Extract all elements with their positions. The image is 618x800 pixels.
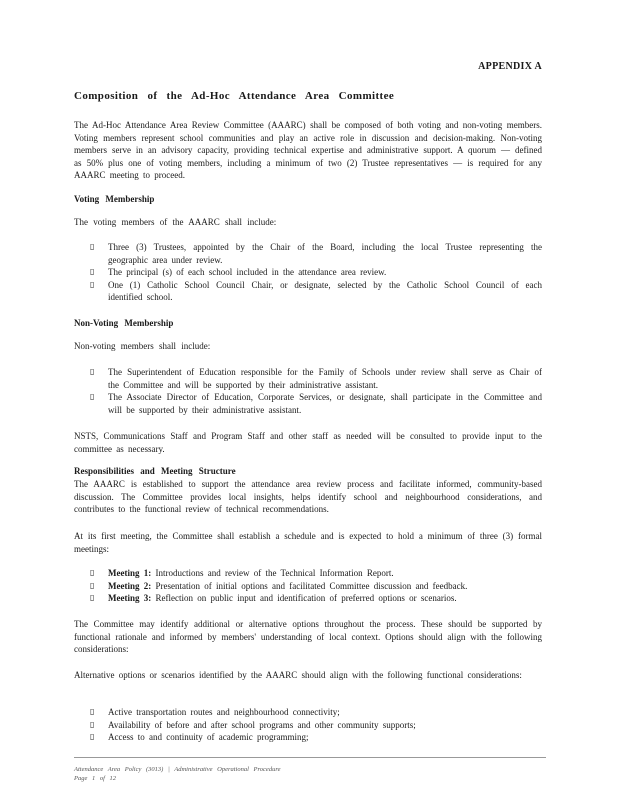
bullet-icon: ▯ <box>90 732 95 741</box>
voting-heading: Voting Membership <box>74 194 155 204</box>
list-item: ▯ Meeting 2: Presentation of initial options and facilitated Committee discussion and feedback. <box>90 580 468 591</box>
bullet-icon: ▯ <box>90 719 95 729</box>
nonvoting-list <box>90 366 542 416</box>
bullet-icon: ▯ <box>90 593 95 602</box>
list-item: ▯ Three (3) Trustees, appointed by the Chair of the Board, including the local Trustee representing the geographic area under review. <box>90 242 542 265</box>
footer-divider <box>74 757 546 758</box>
meetings-list <box>90 567 542 605</box>
bullet-icon: ▯ <box>90 242 95 251</box>
nonvoting-lead: Non-voting members shall include: <box>74 341 211 351</box>
responsibilities-heading: Responsibilities and Meeting Structure <box>74 466 236 476</box>
page-footer <box>74 765 281 783</box>
list-item: ▯ Meeting 3: Reflection on public input and identification of preferred options or scenarios. <box>90 593 457 603</box>
voting-lead: The voting members of the AAARC shall include: <box>74 217 277 227</box>
intro-paragraph: The Ad-Hoc Attendance Area Review Committee (AAARC) shall be composed of both voting and non-voting members. Voting members represent school communities and play an active role in discussion and decision-making. Non-voting members serve in an advisory capacity, providing technical expertise and administrative support. A quorum — defined as 50% plus one of voting members, including a minimum of two (2) Trustee representatives — is required for any AAARC meeting to proceed. <box>74 120 542 180</box>
list-item: ▯ One (1) Catholic School Council Chair, or designate, selected by the Catholic School Council of each identified school. <box>90 279 542 302</box>
responsibilities-paragraph: The AAARC is established to support the attendance area review process and facilitate informed, community-based discussion. The Committee provides local insights, helps identify school and neighbourhood considerations, and contributes to the functional review of technical recommendations. <box>74 479 542 514</box>
identify-paragraph: The Committee may identify additional or alternative options throughout the process. These should be supported by functional rationale and informed by members' understanding of local context. Options should align with the following considerations: <box>74 619 542 654</box>
list-item: ▯ Meeting 1: Introductions and review of the Technical Information Report. <box>90 568 394 578</box>
considerations-list <box>90 706 542 744</box>
bullet-icon: ▯ <box>90 392 95 401</box>
footer-title: Attendance Area Policy (3013) | Administrative Operational Procedure <box>74 766 281 773</box>
bullet-icon: ▯ <box>90 568 95 577</box>
list-item: ▯ Active transportation routes and neighbourhood connectivity; <box>90 707 340 717</box>
bullet-icon: ▯ <box>90 580 95 590</box>
first-meeting-paragraph: At its first meeting, the Committee shall establish a schedule and is expected to hold a minimum of three (3) formal meetings: <box>74 531 542 554</box>
list-item: ▯ The principal (s) of each school included in the attendance area review. <box>90 267 387 277</box>
page-title: Composition of the Ad-Hoc Attendance Area Committee <box>74 90 395 102</box>
bullet-icon: ▯ <box>90 707 95 716</box>
page-number: Page 1 of 12 <box>74 775 117 782</box>
list-item: ▯ The Associate Director of Education, Corporate Services, or designate, shall participate in the Committee and will be supported by their administrative assistant. <box>90 392 542 415</box>
bullet-icon: ▯ <box>90 279 95 289</box>
list-item: ▯ The Superintendent of Education responsible for the Family of Schools under review shall serve as Chair of the Committee and will be supported by their administrative assistant. <box>90 367 542 390</box>
nonvoting-heading: Non-Voting Membership <box>74 318 174 328</box>
bullet-icon: ▯ <box>90 267 95 276</box>
alternative-paragraph: Alternative options or scenarios identified by the AAARC should align with the following functional considerations: <box>74 670 522 680</box>
bullet-icon: ▯ <box>90 367 95 376</box>
nsts-paragraph: NSTS, Communications Staff and Program Staff and other staff as needed will be consulted to provide input to the committee as necessary. <box>74 431 542 454</box>
appendix-label: APPENDIX A <box>478 61 542 72</box>
list-item: ▯ Access to and continuity of academic programming; <box>90 732 309 742</box>
voting-list <box>90 241 542 304</box>
list-item: ▯ Availability of before and after school programs and other community supports; <box>90 719 416 730</box>
